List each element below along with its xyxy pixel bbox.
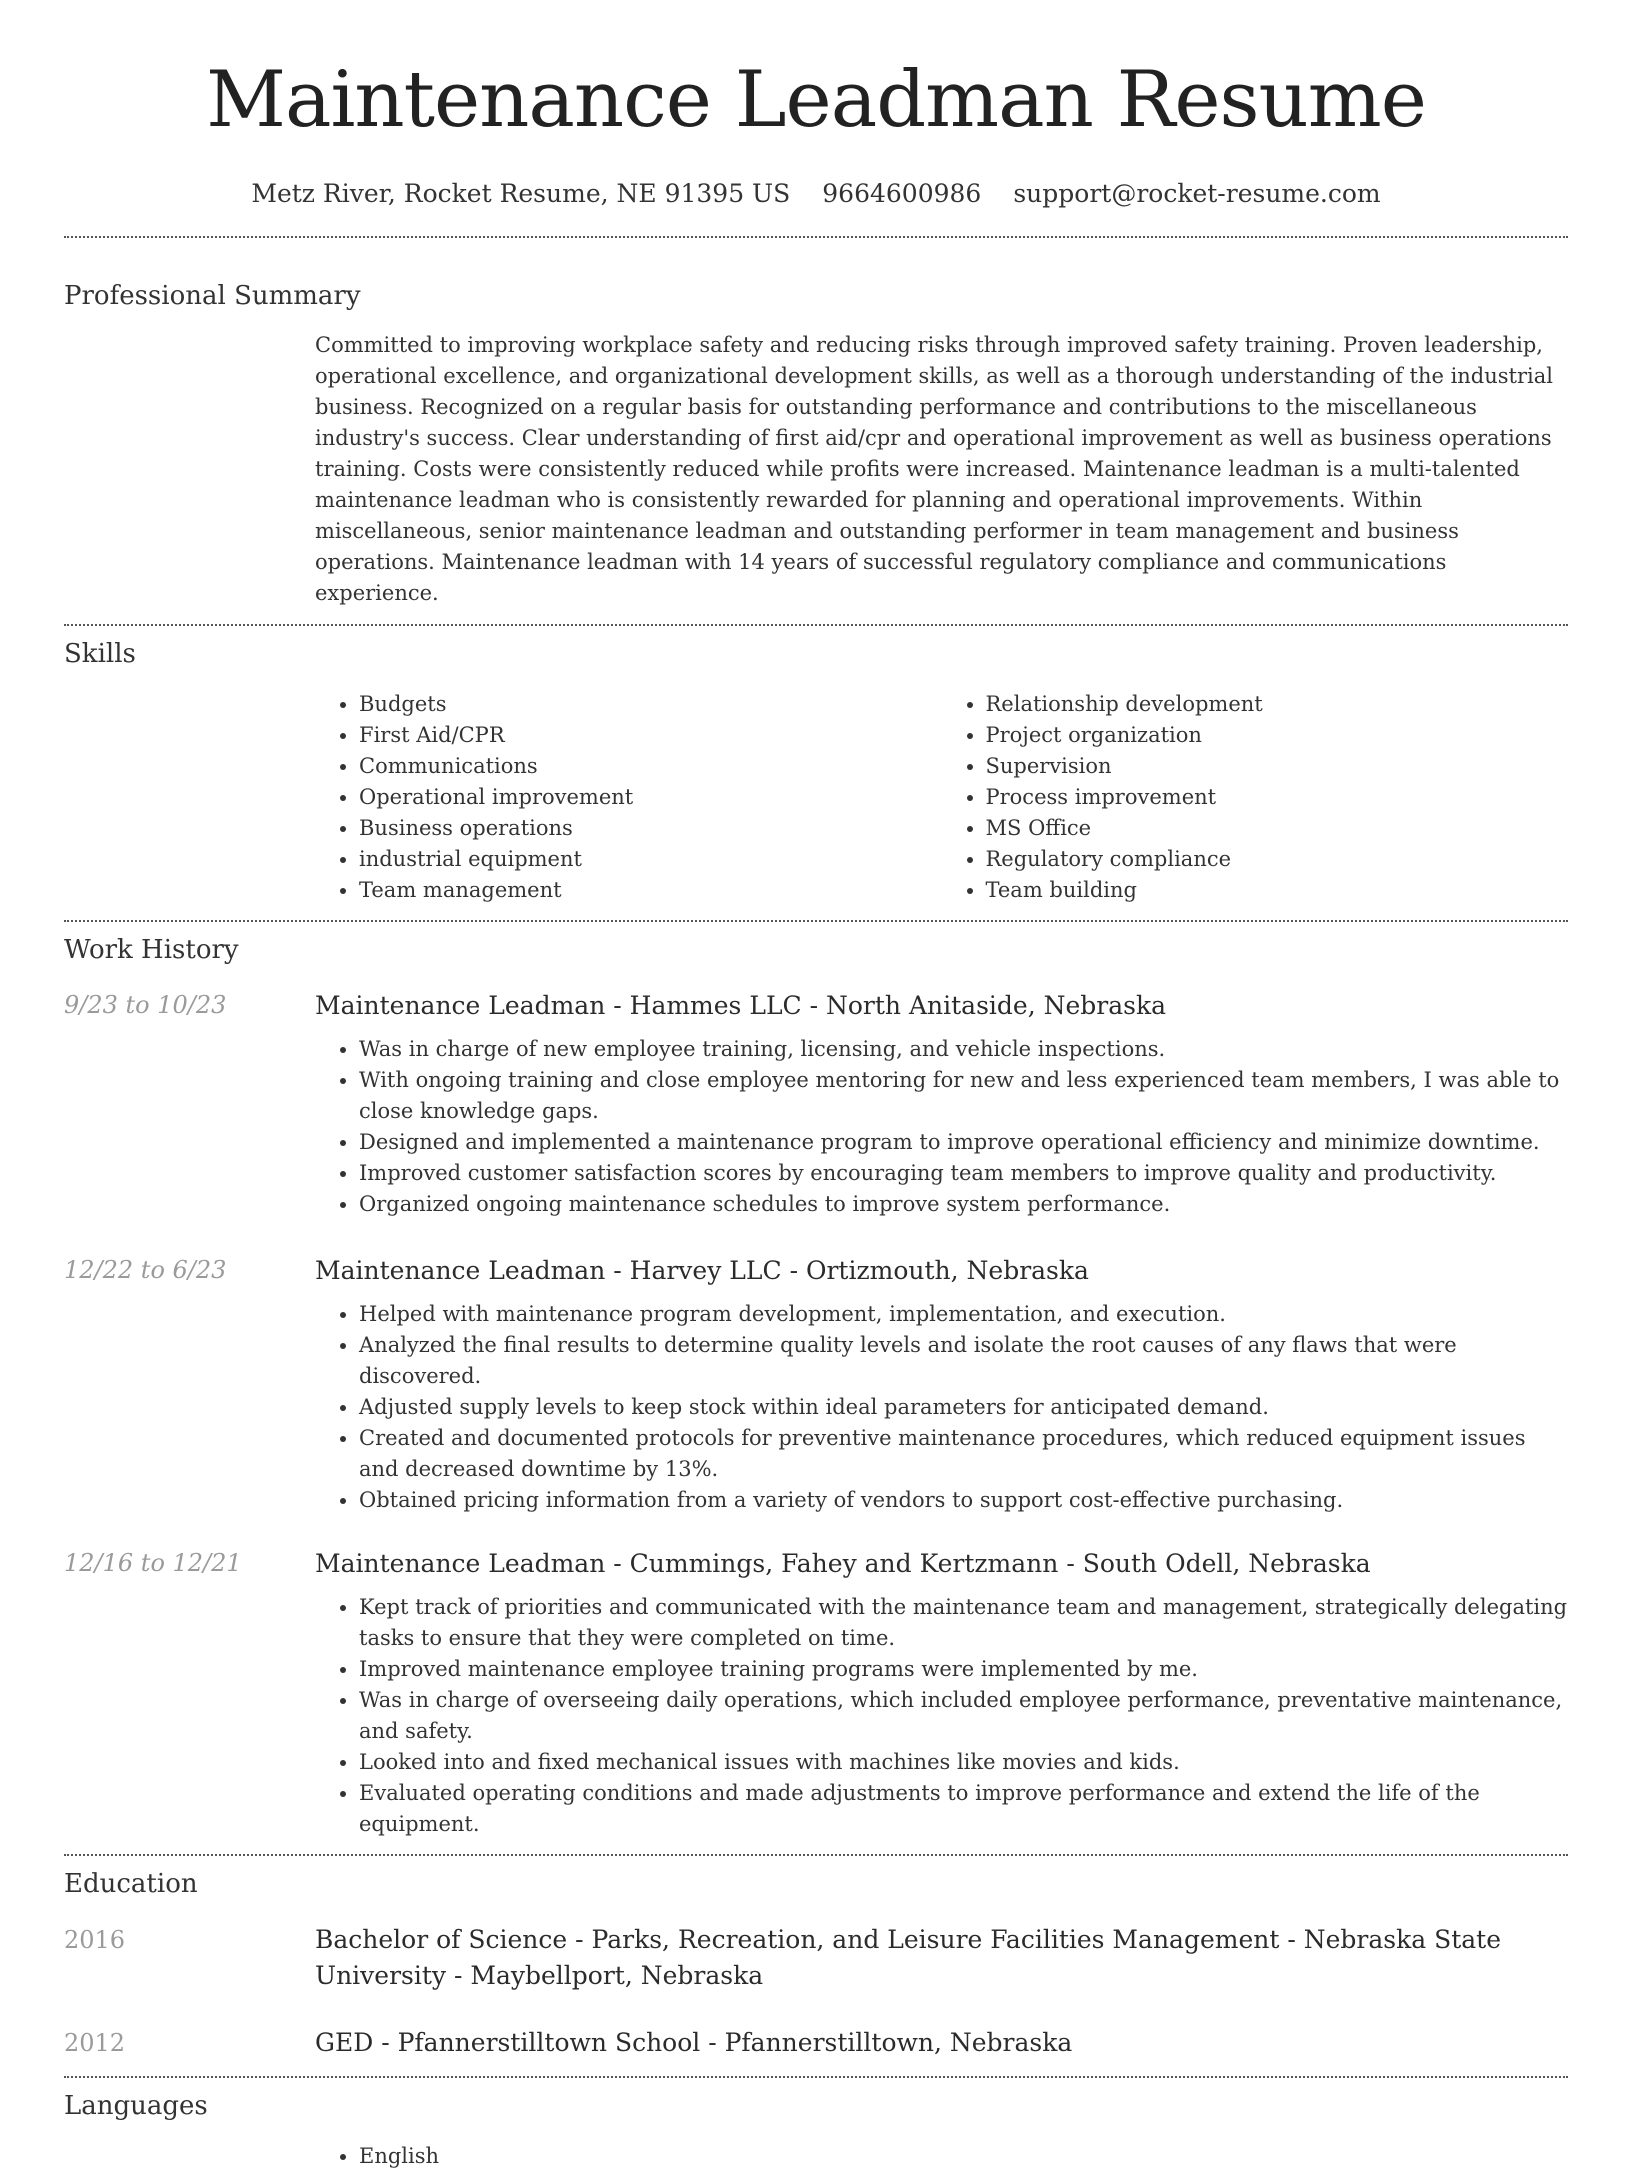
job-bullet: • Analyzed the final results to determine quality levels and isolate the root causes of any flaws that were discovered. xyxy=(359,1330,1568,1392)
job-bullet: • Helped with maintenance program development, implementation, and execution. xyxy=(359,1299,1568,1330)
skill-item: • Supervision xyxy=(986,751,1569,782)
job-bullet: • Kept track of priorities and communicated with the maintenance team and management, strategically delegating tasks to ensure that they were completed on time. xyxy=(359,1592,1568,1654)
job-bullet: • Designed and implemented a maintenance program to improve operational efficiency and minimize downtime. xyxy=(359,1127,1568,1158)
skills-section xyxy=(0,626,1632,906)
education-detail: Bachelor of Science - Parks, Recreation, and Leisure Facilities Management - Nebraska State University - Maybellport, Nebraska xyxy=(315,1925,1502,1990)
education-detail: GED - Pfannerstilltown School - Pfannerstilltown, Nebraska xyxy=(315,2028,1073,2057)
summary-heading: Professional Summary xyxy=(64,281,361,311)
job-bullet: • Improved customer satisfaction scores by encouraging team members to improve quality and productivity. xyxy=(359,1158,1568,1189)
resume-header xyxy=(0,0,1632,210)
contact-phone: 9664600986 xyxy=(822,179,982,208)
work-dates: 12/16 to 12/21 xyxy=(64,1549,242,1577)
work-entry xyxy=(64,988,1568,1220)
skill-item: • Relationship development xyxy=(986,689,1569,720)
work-entry xyxy=(64,1546,1568,1840)
job-bullet: • Organized ongoing maintenance schedules to improve system performance. xyxy=(359,1189,1568,1220)
work-history-section xyxy=(0,922,1632,1840)
resume-title: Maintenance Leadman Resume xyxy=(206,55,1426,145)
contact-line xyxy=(0,178,1632,210)
skills-list-right xyxy=(942,689,1569,906)
work-entry xyxy=(64,1253,1568,1516)
job-bullets xyxy=(315,1592,1568,1840)
job-title: Maintenance Leadman - Cummings, Fahey and Kertzmann - South Odell, Nebraska xyxy=(315,1549,1371,1578)
skills-heading: Skills xyxy=(64,639,136,669)
skill-item: • Communications xyxy=(359,751,942,782)
job-bullet: • With ongoing training and close employee mentoring for new and less experienced team members, I was able to close knowledge gaps. xyxy=(359,1065,1568,1127)
job-bullet: • Adjusted supply levels to keep stock within ideal parameters for anticipated demand. xyxy=(359,1392,1568,1423)
work-dates: 9/23 to 10/23 xyxy=(64,991,227,1019)
skill-item: • First Aid/CPR xyxy=(359,720,942,751)
work-dates: 12/22 to 6/23 xyxy=(64,1256,227,1284)
summary-text: Committed to improving workplace safety and reducing risks through improved safety training. Proven leadership, operational excellence, and organizational development skills, as well as a thorough understanding of the industrial business. Recognized on a regular basis for outstanding performance and contributions to the miscellaneous industry's success. Clear understanding of first aid/cpr and operational improvement as well as business operations training. Costs were consistently reduced while profits were increased. Maintenance leadman is a multi-talented maintenance leadman who is consistently rewarded for planning and operational improvements. Within miscellaneous, senior maintenance leadman and outstanding performer in team management and business operations. Maintenance leadman with 14 years of successful regulatory compliance and communications experience. xyxy=(315,333,1553,605)
job-bullet: • Obtained pricing information from a variety of vendors to support cost-effective purchasing. xyxy=(359,1485,1568,1516)
education-heading: Education xyxy=(64,1869,198,1899)
education-entry xyxy=(64,2025,1568,2061)
skill-item: • MS Office xyxy=(986,813,1569,844)
job-bullet: • Evaluated operating conditions and made adjustments to improve performance and extend the life of the equipment. xyxy=(359,1778,1568,1840)
education-year: 2012 xyxy=(64,2029,126,2057)
education-entry xyxy=(64,1922,1568,1994)
skill-item: • Regulatory compliance xyxy=(986,844,1569,875)
language-item: • English xyxy=(359,2141,1568,2172)
skills-list-left xyxy=(315,689,942,906)
job-bullet: • Created and documented protocols for preventive maintenance procedures, which reduced equipment issues and decreased downtime by 13%. xyxy=(359,1423,1568,1485)
languages-section xyxy=(0,2078,1632,2172)
job-bullets xyxy=(315,1299,1568,1516)
languages-heading: Languages xyxy=(64,2091,208,2121)
contact-email: support@rocket-resume.com xyxy=(1013,179,1381,208)
job-bullet: • Looked into and fixed mechanical issues with machines like movies and kids. xyxy=(359,1747,1568,1778)
skill-item: • Team building xyxy=(986,875,1569,906)
job-title: Maintenance Leadman - Hammes LLC - North Anitaside, Nebraska xyxy=(315,991,1167,1020)
summary-section xyxy=(0,238,1632,609)
skills-grid xyxy=(315,689,1568,906)
skill-item: • industrial equipment xyxy=(359,844,942,875)
contact-address: Metz River, Rocket Resume, NE 91395 US xyxy=(251,179,791,208)
languages-list xyxy=(315,2141,1568,2172)
job-bullet: • Was in charge of overseeing daily operations, which included employee performance, preventative maintenance, and safety. xyxy=(359,1685,1568,1747)
skill-item: • Budgets xyxy=(359,689,942,720)
skill-item: • Process improvement xyxy=(986,782,1569,813)
education-section xyxy=(0,1856,1632,2061)
skill-item: • Business operations xyxy=(359,813,942,844)
job-bullet: • Was in charge of new employee training, licensing, and vehicle inspections. xyxy=(359,1034,1568,1065)
skill-item: • Project organization xyxy=(986,720,1569,751)
job-title: Maintenance Leadman - Harvey LLC - Ortizmouth, Nebraska xyxy=(315,1256,1089,1285)
skill-item: • Team management xyxy=(359,875,942,906)
education-year: 2016 xyxy=(64,1926,126,1954)
skill-item: • Operational improvement xyxy=(359,782,942,813)
job-bullet: • Improved maintenance employee training programs were implemented by me. xyxy=(359,1654,1568,1685)
job-bullets xyxy=(315,1034,1568,1220)
work-history-heading: Work History xyxy=(64,935,239,965)
